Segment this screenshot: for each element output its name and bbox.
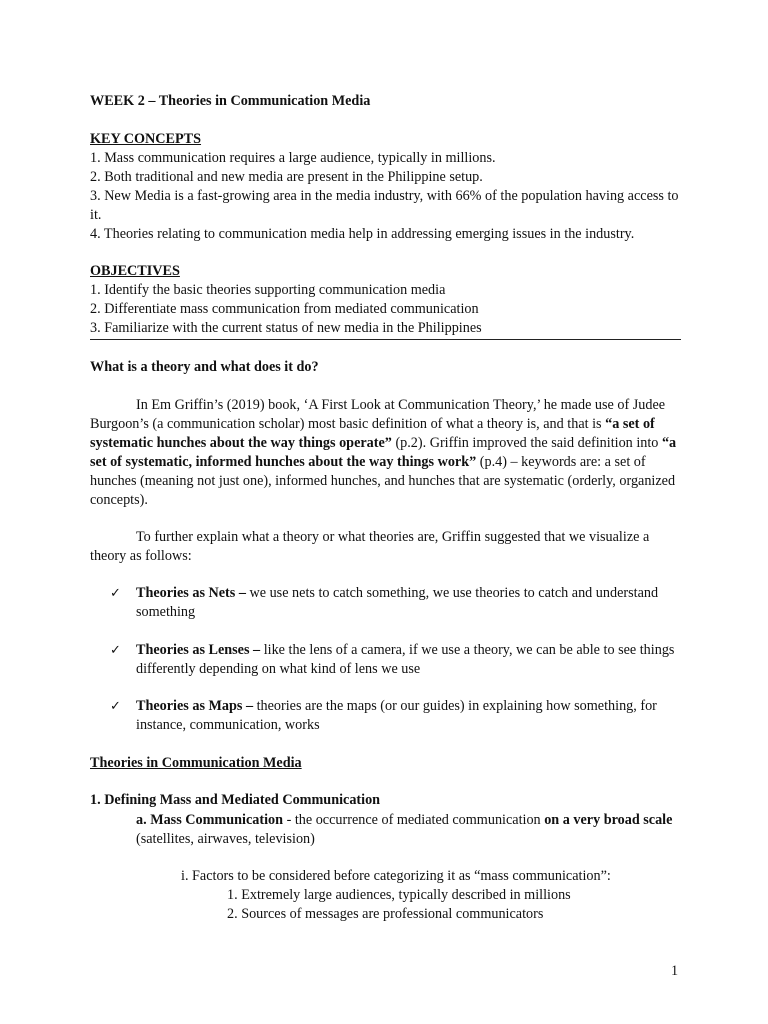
objective-item: 1. Identify the basic theories supporting communication media bbox=[90, 282, 446, 298]
theories-as-maps-item: Theories as Maps – theories are the maps (or our guides) in explaining how something, for instance, communication, works bbox=[136, 698, 657, 733]
theory-paragraph: In Em Griffin’s (2019) book, ‘A First Look at Communication Theory,’ he made use of Judee Burgoon’s (a communication scholar) most basic definition of what a theory is, and that is “a set of systematic hunches about the way things operate” (p.2). Griffin improved the said definition into “a set of systematic, informed hunches about the way things work” (p.4) – keywords are: a set of hunches (meaning not just one), informed hunches, and hunches that are systematic (orderly, organized concepts). bbox=[90, 397, 677, 508]
key-concept-item: 2. Both traditional and new media are present in the Philippine setup. bbox=[90, 169, 483, 185]
factor-item: 1. Extremely large audiences, typically described in millions bbox=[227, 887, 571, 903]
section-divider bbox=[90, 339, 681, 340]
theories-as-nets-item: Theories as Nets – we use nets to catch something, we use theories to catch and understand something bbox=[136, 585, 659, 620]
visualize-paragraph: To further explain what a theory or what theories are, Griffin suggested that we visualize a theory as follows: bbox=[90, 529, 650, 564]
media-theories-heading: Theories in Communication Media bbox=[90, 755, 302, 771]
mass-mediated-subheading: 1. Defining Mass and Mediated Communication bbox=[90, 792, 381, 808]
mass-communication-definition: a. Mass Communication - the occurrence of mediated communication on a very broad scale bbox=[136, 812, 673, 828]
checkmark-icon: ✓ bbox=[110, 643, 121, 658]
objective-item: 3. Familiarize with the current status of new media in the Philippines bbox=[90, 320, 482, 336]
page-number: 1 bbox=[671, 963, 679, 979]
key-concept-item: 4. Theories relating to communication media help in addressing emerging issues in the industry. bbox=[90, 226, 635, 242]
factors-line: i. Factors to be considered before categorizing it as “mass communication”: bbox=[181, 868, 611, 884]
key-concept-item: 3. New Media is a fast-growing area in the media industry, with 66% of the population having access to bbox=[90, 188, 679, 204]
document-title: WEEK 2 – Theories in Communication Media bbox=[90, 93, 371, 109]
checkmark-icon: ✓ bbox=[110, 586, 121, 601]
mass-communication-examples: (satellites, airwaves, television) bbox=[136, 831, 315, 847]
key-concepts-heading: KEY CONCEPTS bbox=[90, 131, 202, 147]
objectives-heading: OBJECTIVES bbox=[90, 263, 180, 279]
theories-as-lenses-item: Theories as Lenses – like the lens of a camera, if we use a theory, we can be able to see things differently depending on what kind of lens we use bbox=[136, 642, 675, 677]
factor-item: 2. Sources of messages are professional communicators bbox=[227, 906, 544, 922]
theory-heading: What is a theory and what does it do? bbox=[90, 359, 319, 375]
key-concept-item-continued: it. bbox=[90, 207, 102, 223]
checkmark-icon: ✓ bbox=[110, 699, 121, 714]
objective-item: 2. Differentiate mass communication from mediated communication bbox=[90, 301, 479, 317]
key-concept-item: 1. Mass communication requires a large audience, typically in millions. bbox=[90, 150, 496, 166]
